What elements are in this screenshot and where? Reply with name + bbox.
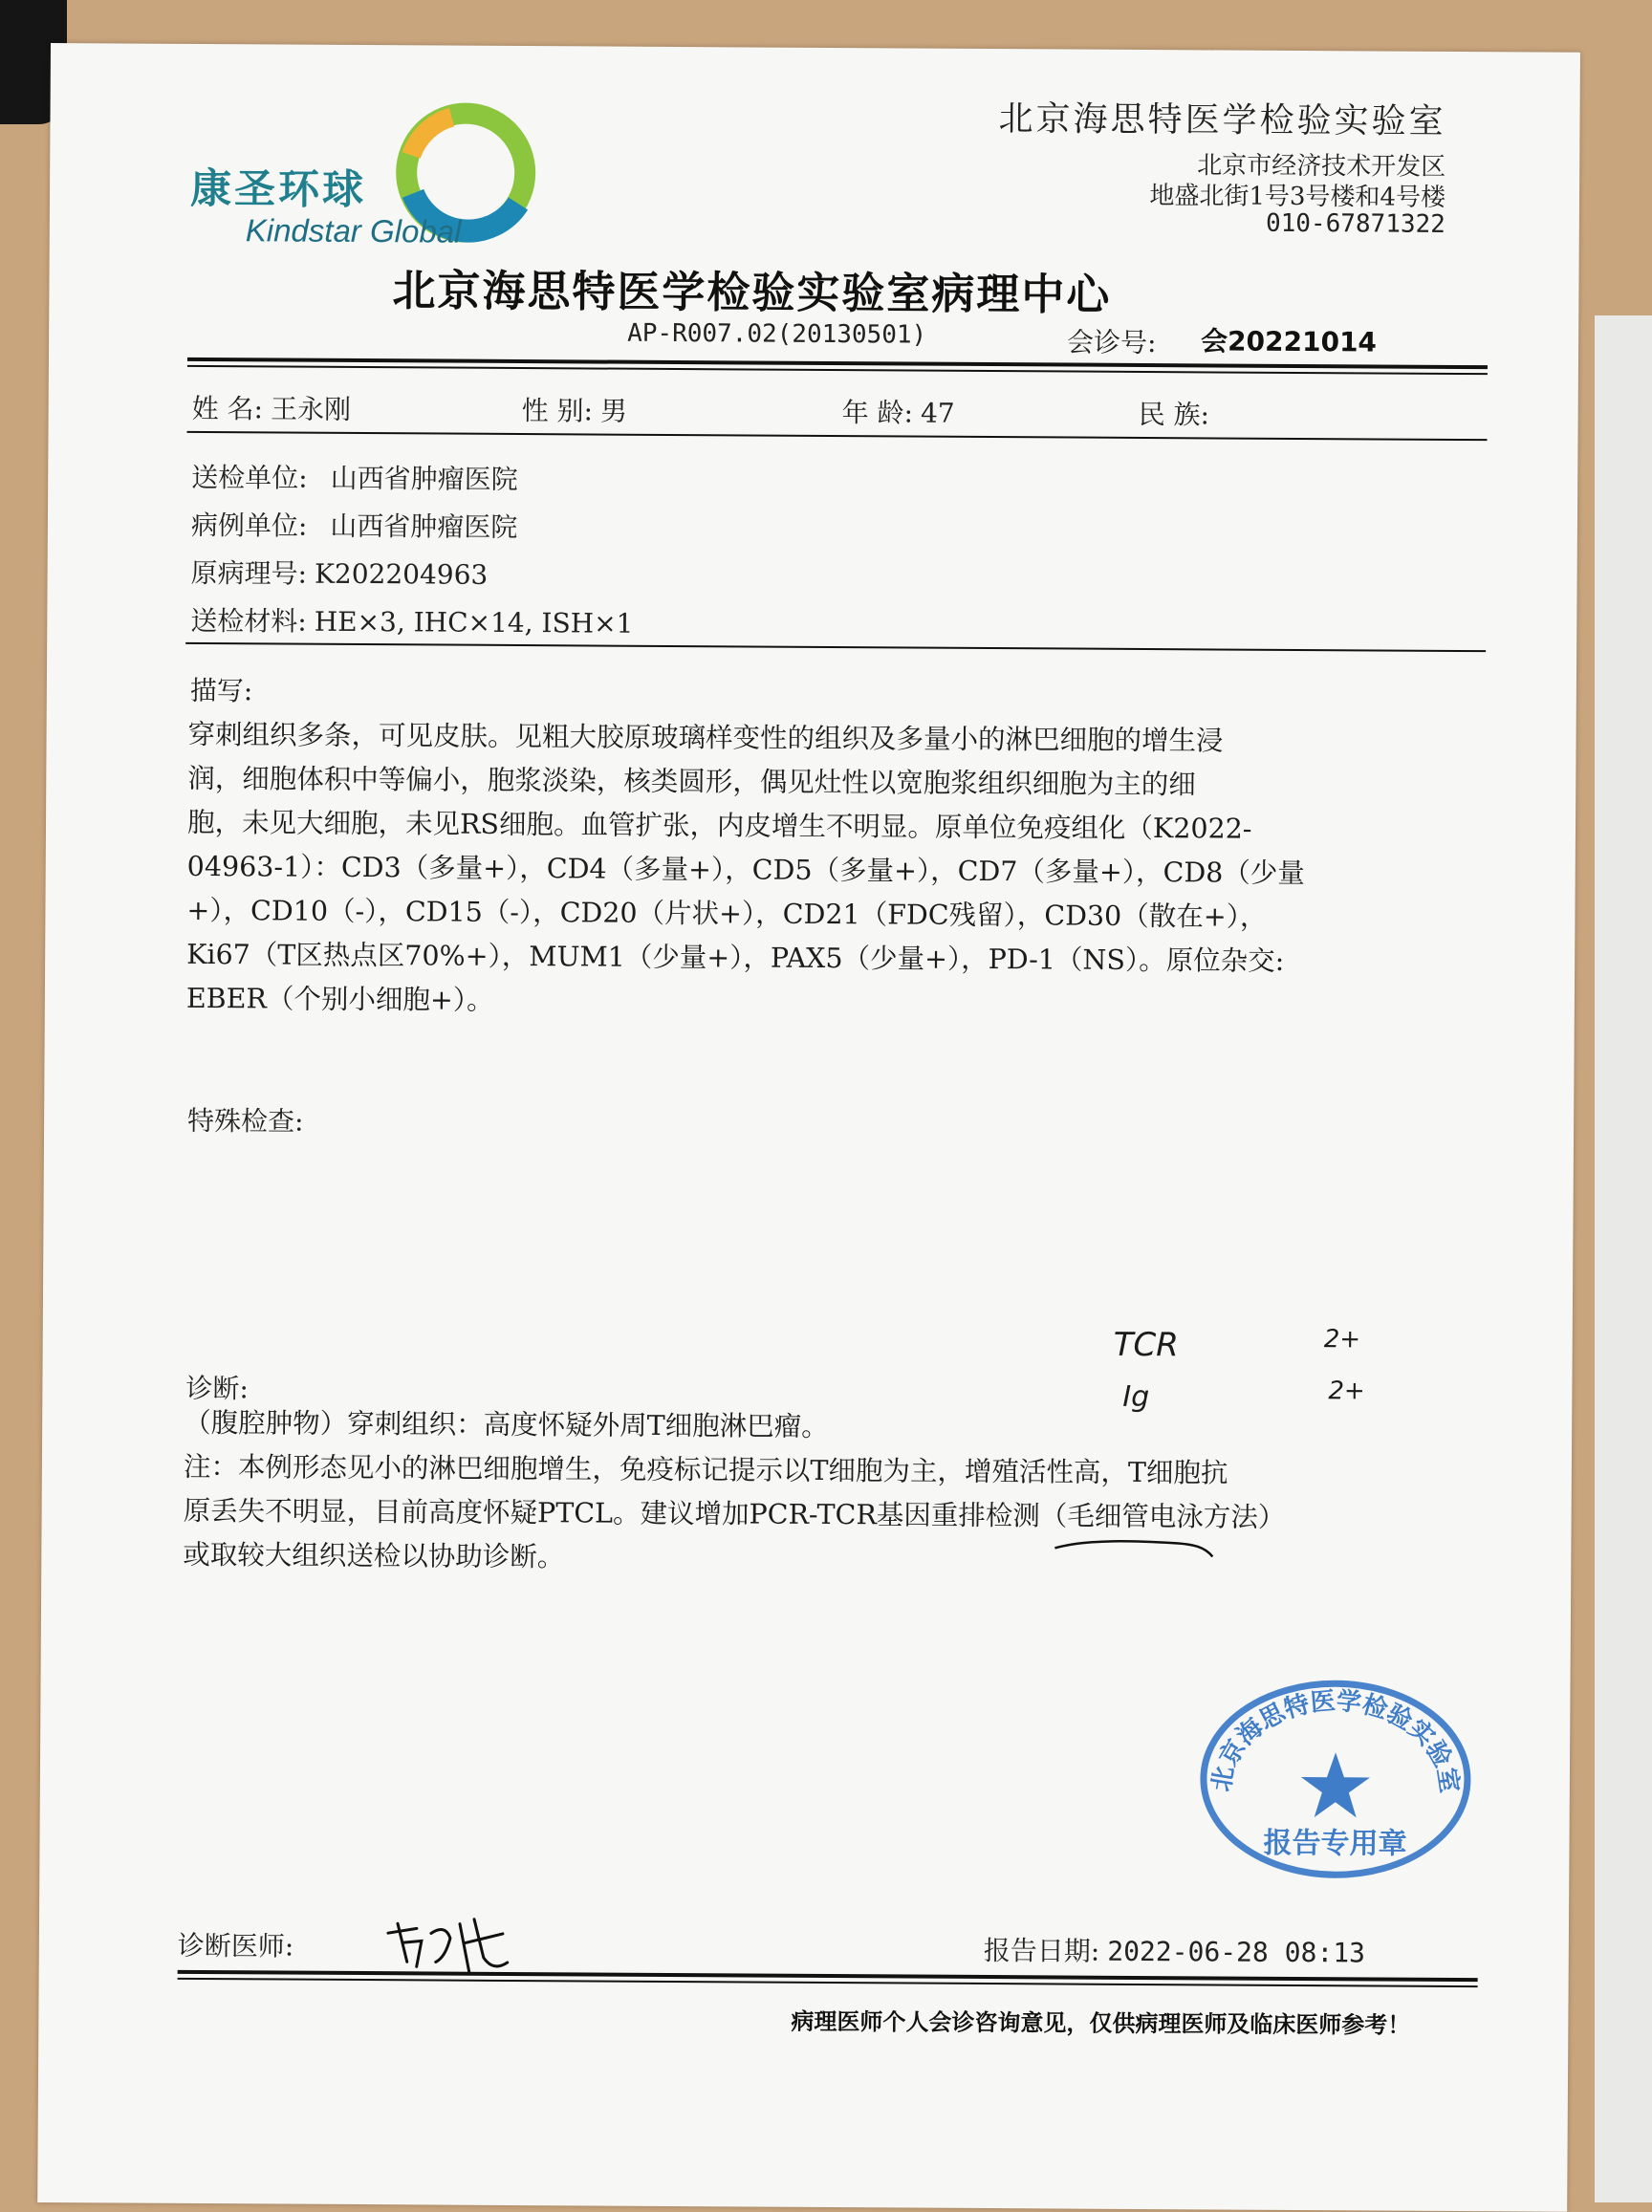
form-code: AP-R007.02(20130501) — [627, 319, 926, 350]
report-seal-stamp — [1191, 1675, 1479, 1882]
material-field — [190, 600, 633, 641]
original-pathology-field — [191, 553, 489, 593]
lab-phone: 010-67871322 — [1266, 209, 1446, 239]
patient-name-label: 姓 名: — [192, 393, 264, 424]
special-exam-label: 特殊检查: — [187, 1100, 304, 1139]
original-pathology-number: K202204963 — [315, 558, 488, 591]
handwritten-note-tcr: TCR — [1114, 1326, 1179, 1364]
original-pathology-label: 原病理号: — [191, 557, 308, 590]
stamp-star-icon — [1301, 1752, 1370, 1817]
diagnosis-note-line: 或取较大组织送检以协助诊断。 — [183, 1533, 1473, 1585]
report-title: 北京海思特医学检验实验室病理中心 — [49, 253, 1578, 325]
material-label: 送检材料: — [190, 605, 307, 638]
submission-rule — [185, 642, 1486, 652]
diagnosis-note-line: 原丢失不明显，目前高度怀疑PTCL。建议增加PCR-TCR基因重排检测（毛细管电泳方法） — [183, 1489, 1473, 1541]
sending-unit-label: 送检单位: — [191, 462, 308, 494]
material-value: HE×3, IHC×14, ISH×1 — [315, 606, 634, 640]
patient-age-field — [842, 392, 955, 431]
desk-background-edge — [1595, 315, 1652, 2202]
description-line: 胞，未见大细胞，未见RS细胞。血管扩张，内皮增生不明显。原单位免疫组化（K2022- — [187, 801, 1478, 853]
logo-chinese-name: 康圣环球 — [190, 157, 366, 216]
handwritten-underline-mark — [1050, 1530, 1222, 1560]
diagnosis-line: （腹腔肿物）穿刺组织：高度怀疑外周T细胞淋巴瘤。 — [184, 1401, 1474, 1453]
address-line-2: 地盛北街1号3号楼和4号楼 — [1149, 176, 1446, 213]
diagnosis-label: 诊断: — [185, 1368, 249, 1406]
address-line-1: 北京市经济技术开发区 — [1197, 145, 1446, 183]
case-unit-field — [191, 505, 518, 545]
logo-english-name: Kindstar Global — [246, 212, 462, 249]
stamp-center-text: 报告专用章 — [1263, 1827, 1406, 1861]
sending-unit: 山西省肿瘤医院 — [331, 463, 518, 495]
patient-name-field — [192, 388, 352, 427]
consult-number-label: 会诊号: — [1067, 322, 1157, 361]
description-line: EBER（个别小细胞+）。 — [186, 977, 1477, 1029]
doctor-signature-icon — [379, 1904, 532, 1982]
doctor-label: 诊断医师: — [178, 1925, 294, 1964]
stamp-ring-text: 北京海思特医学检验实验室 — [1207, 1686, 1465, 1795]
patient-age-label: 年 龄: — [842, 397, 914, 428]
description-line: Ki67（T区热点区70%+），MUM1（少量+），PAX5（少量+），PD-1（NS）。原位杂交: — [186, 933, 1477, 985]
case-unit: 山西省肿瘤医院 — [330, 510, 517, 543]
report-date-label: 报告日期: — [984, 1935, 1100, 1967]
description-label: 描写: — [190, 670, 253, 708]
handwritten-note-tcr-grade: 2+ — [1324, 1325, 1361, 1354]
patient-sex-label: 性 别: — [522, 395, 594, 426]
disclaimer-text: 病理医师个人会诊咨询意见，仅供病理医师及临床医师参考！ — [791, 2003, 1410, 2040]
patient-name: 王永刚 — [271, 393, 351, 425]
patient-age: 47 — [921, 398, 955, 429]
description-line: 润，细胞体积中等偏小，胞浆淡染，核类圆形，偶见灶性以宽胞浆组织细胞为主的细 — [187, 757, 1478, 809]
description-text — [186, 713, 1479, 1029]
diagnosis-text — [183, 1401, 1474, 1585]
report-date: 2022-06-28 08:13 — [1107, 1936, 1365, 1969]
description-line: 04963-1）：CD3（多量+），CD4（多量+），CD5（多量+），CD7（多量+），CD8（少量 — [187, 845, 1478, 897]
case-unit-label: 病例单位: — [191, 510, 308, 542]
patient-ethnicity-field — [1139, 394, 1218, 433]
description-line: +），CD10（-），CD15（-），CD20（片状+），CD21（FDC残留），CD30（散在+）， — [186, 889, 1477, 941]
patient-sex: 男 — [600, 396, 627, 427]
patient-sex-field — [522, 390, 628, 429]
patient-row-rule — [187, 431, 1488, 441]
patient-ethnicity-label: 民 族: — [1139, 399, 1210, 430]
handwritten-note-ig-grade: 2+ — [1328, 1377, 1365, 1405]
handwritten-note-ig: Ig — [1122, 1380, 1149, 1414]
sending-unit-field — [191, 457, 518, 497]
report-sheet — [37, 43, 1580, 2212]
lab-name: 北京海思特医学检验实验室 — [998, 92, 1446, 143]
diagnosis-note-line: 注：本例形态见小的淋巴细胞增生，免疫标记提示以T细胞为主，增殖活性高，T细胞抗 — [184, 1445, 1474, 1497]
consult-number: 会20221014 — [1201, 320, 1377, 359]
report-date-field — [984, 1930, 1365, 1970]
description-line: 穿刺组织多条，可见皮肤。见粗大胶原玻璃样变性的组织及多量小的淋巴细胞的增生浸 — [187, 713, 1478, 765]
